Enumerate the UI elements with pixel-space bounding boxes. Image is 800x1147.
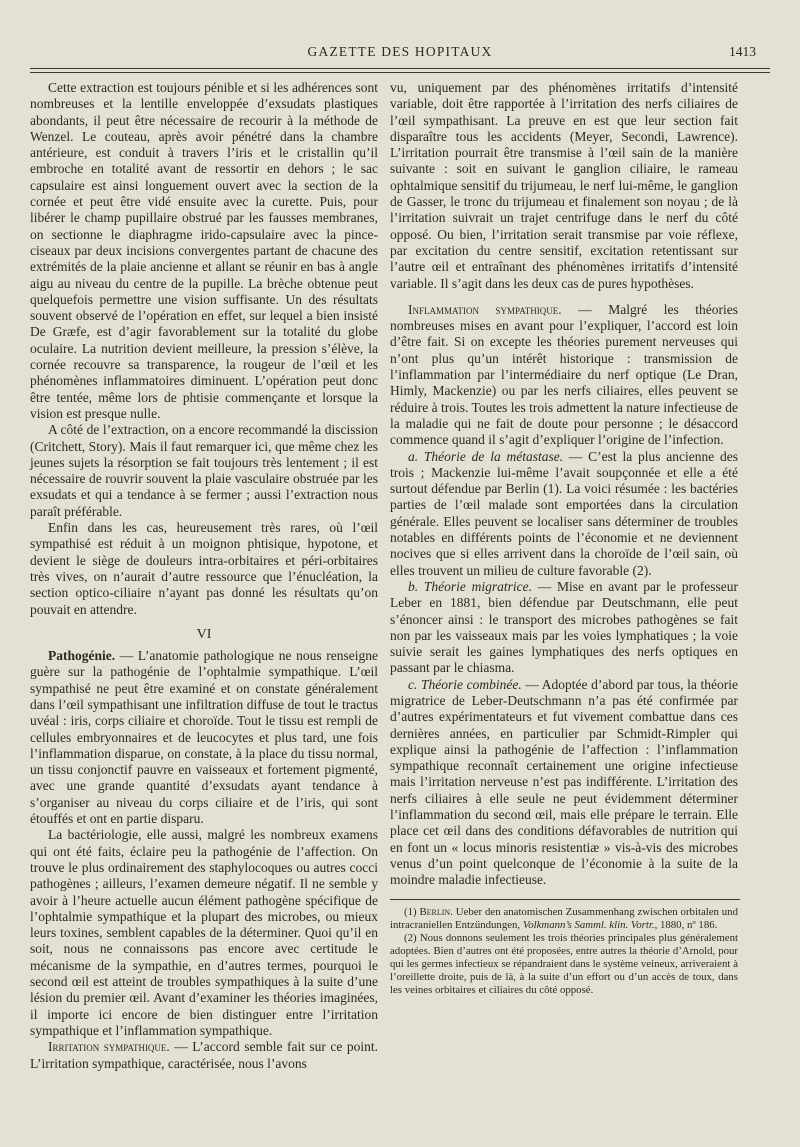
combinee-label: c. Théorie combinée.	[408, 676, 522, 692]
footnote-1	[390, 906, 738, 932]
paragraph-bacteriologie: La bactériologie, elle aussi, malgré les nombreux examens qui ont été faits, éclaire peu la pathogénie de l’affection. On trouve le plus ordinairement des staphylocoques ou autres cocci pathogènes ; ailleurs, l’examen demeure négatif. Il ne semble y avoir à l’heure actuelle aucun élément pathogène spécifique de l’ophtalmie sympathique et la plupart des microbes, ou mieux leurs toxines, semblent capables de la déterminer. Quoi qu’il en soit, nous ne connaissons pas encore avec certitude le mécanisme de la sympathie, en d’autres termes, pourquoi le second œil est atteint de troubles sympathiques à la suite d’une lésion du premier œil. Avant d’examiner les théories imaginées, il importe ici encore de bien distinguer entre l’irritation sympathique et l’inflammation sympathique.	[30, 827, 378, 1038]
paragraph-pathogenie	[30, 648, 378, 827]
header-rule-thin	[30, 72, 770, 73]
footnote-1-author: Berlin.	[419, 905, 453, 918]
metastase-text: — C’est la plus ancienne des trois ; Mackenzie lui-même l’avait soupçonnée et elle a été surtout défendue par Berlin (1). La voici résumée : les bactéries parties de l’œil malade sont emportées dans la circulation générale. Elles peuvent se localiser sans déterminer de troubles notables en différents points de l’économie et ne deviennent nocives que si elles arrivent dans la choroïde de l’œil sain, où elles trouvent un milieu de culture favorable (2).	[390, 448, 738, 578]
irritation-text: — L’accord semble fait sur ce point. L’irritation sympathique, caractérisée, nous l’avons	[30, 1039, 379, 1071]
paragraph-irritation	[30, 1039, 378, 1072]
migratrice-label: b. Théorie migratrice.	[408, 578, 533, 594]
journal-title: GAZETTE DES HOPITAUX	[307, 44, 493, 59]
left-column	[30, 80, 378, 1072]
pathogenie-text: — L’anatomie pathologique ne nous renseigne guère sur la pathogénie de l’ophtalmie sympathique. L’œil sympathisé ne peut être examiné et on constate généralement dans l’œil sympathisant une infiltration diffuse de tout le tractus uvéal : iris, corps ciliaire et choroïde. Tout le tissu est rempli de cellules embryonnaires et de leucocytes et plus tard, une fois l’inflammation disparue, on constate, à la place du tissu normal, un tissu conjonctif pauvre en vaisseaux et fortement pigmenté, avec une grande quantité d’exsudats ayant tendance à s’organiser au niveau du corps ciliaire et de l’iris, qui sont étouffés et ont en partie disparu.	[30, 648, 378, 827]
header-rule	[30, 68, 770, 69]
paragraph-enucleation: Enfin dans les cas, heureusement très rares, où l’œil sympathisé est réduit à un moignon phtisique, hypotone, et devient le siège de douleurs intra-orbitaires et péri-orbitaires très vives, on n’aurait d’autre ressource que l’énucléation, la section optico-ciliaire n’ayant pas donné les résultats qu’on pouvait en attendre.	[30, 520, 378, 617]
inflammation-text: — Malgré les théories nombreuses mises en avant pour l’expliquer, l’accord est loin d’être fait. Si on excepte les théories purement nerveuses qui n’ont plus qu’un intérêt historique : transmission de l’inflammation par l’intermédiaire du nerf optique (Le Dran, Himly, Mackenzie) ou par les nerfs ciliaires, elles peuvent se réduire à trois. Toutes les trois admettent la nature infectieuse de la maladie qui ne fait de doute pour personne ; le désaccord commence quand il s’agit d’expliquer l’origine de l’infection.	[390, 301, 738, 448]
paragraph-discission: A côté de l’extraction, on a encore recommandé la discission (Critchett, Story). Mais il faut remarquer ici, que même chez les jeunes sujets la résorption se fait toujours très lentement ; il est nécessaire de rouvrir souvent la plaie vasculaire obstruée par les exsudats et qui a tendance à se fermer ; aussi l’extraction nous paraît préférable.	[30, 422, 378, 519]
metastase-label: a. Théorie de la métastase.	[408, 448, 564, 464]
paragraph-combinee	[390, 677, 738, 889]
paragraph-continued: vu, uniquement par des phénomènes irritatifs d’intensité variable, doit être rapportée à l’irritation des nerfs ciliaires de l’œil sympathisant. La preuve en est que leur section fait disparaître tous les accidents (Meyer, Secondi, Lawrence). L’irritation pourrait être transmise à l’œil sain de la manière suivante : soit en suivant le ganglion ciliaire, le rameau ophtalmique sensitif du trijumeau, le nerf lui-même, le ganglion de Gasser, le tronc du trijumeau et finalement son noyau ; de là l’irritation suivrait un trajet centrifuge dans le nerf du côté opposé. Ou bien, l’irritation serait transmise par voie réflexe, par excitation du centre sensitif, excitation retentissant sur l’autre œil et entraînant des phénomènes irritatifs d’intensité variable. Il s’agit dans les deux cas de pures hypothèses.	[390, 80, 738, 291]
page-number: 1413	[729, 44, 756, 59]
right-column	[390, 80, 738, 997]
paragraph-migratrice	[390, 579, 738, 677]
paragraph-metastase	[390, 449, 738, 579]
footnote-1-source: Volkmann’s Samml. klin. Vortr.	[522, 918, 655, 931]
footnote-1-number: (1)	[404, 905, 420, 918]
pathogenie-heading: Pathogénie.	[48, 648, 116, 664]
running-header	[0, 44, 800, 64]
irritation-heading: Irritation sympathique.	[48, 1039, 170, 1055]
section-number: VI	[196, 626, 212, 642]
combinee-text: — Adoptée d’abord par tous, la théorie migratrice de Leber-Deutschmann n’a pas été confirmée par d’autres expérimentateurs et fut vivement combattue dans ces dernières années, en particulier par Schmidt-Rimpler qui explique ainsi la pathogénie de l’affection : l’inflammation sympathique reconnaît certainement une origine infectieuse mais l’irritation nerveuse n’est pas indifférente. L’irritation des nerfs ciliaires à elle seule ne peut évidemment déterminer l’inflammation du second œil, mais elle prépare le terrain. Elle place cet œil dans des conditions défavorables de nutrition qui en font un « locus minoris resistentiæ » vis-à-vis des microbes venus d’un point quelconque de l’économie à la suite de la moindre maladie infectieuse.	[390, 676, 738, 888]
footnote-1-end: , 1880, nº 186.	[654, 918, 718, 931]
paragraph-inflammation	[390, 302, 738, 449]
migratrice-text: — Mise en avant par le professeur Leber en 1881, bien défendue par Deutschmann, elle peut s’énoncer ainsi : le transport des microbes pathogènes se fait non par les vaisseaux mais par les voies lymphatiques ; la voie suivie serait les gaines lymphatiques des nerfs optiques en passant par le chiasma.	[390, 578, 738, 676]
inflammation-heading: Inflammation sympathique.	[408, 301, 562, 317]
footnote-2: (2) Nous donnons seulement les trois théories principales plus généralement adoptées. Bien d’autres ont été proposées, entre autres la théorie d’Arnold, pour qui les germes infectieux se répandraient dans le système veineux, arriveraient à l’oreillette droite, puis de là, à la suite d’un effort ou d’un accès de toux, dans les veines orbitaires et ciliaires du côté opposé.	[390, 931, 738, 996]
footnotes	[390, 906, 738, 997]
paragraph-extraction: Cette extraction est toujours pénible et si les adhérences sont nombreuses et la lentille enveloppée d’exsudats plastiques abondants, il peut être nécessaire de recourir à la méthode de Wenzel. Le couteau, après avoir pénétré dans la chambre antérieure, est conduit à travers l’iris et le cristallin qu’il embroche en totalité avant de ressortir en dehors ; le sac capsulaire est ainsi longuement ouvert avec la section de la cornée et peut être vidé ensuite avec la curette. Puis, pour libérer le champ pupillaire obstrué par les fausses membranes, on sectionne le diaphragme irido-capsulaire avec la pince-ciseaux par deux incisions convergentes partant de chacune des extrémités de la plaie ancienne et allant se réunir en bas à angle aigu au niveau du centre de la pupille. La brèche obtenue peut quelquefois permettre une vision suffisante. Un des résultats souvent observé de l’opération en effet, sur lequel a bien insisté De Græfe, est d’agir favorablement sur la totalité du globe oculaire. La nutrition devient meilleure, la pression s’élève, la cornée recouvre sa transparence, la rougeur de l’œil et les phénomènes inflammatoires diminuent. L’opération peut donc être tentée, même lors de phtisie commençante et lorsque la vision est presque nulle.	[30, 80, 378, 421]
footnote-rule	[390, 899, 740, 900]
footnote-1-text: Ueber den anatomischen Zusammenhang zwischen orbitalen und intracraniellen Entzündungen,	[390, 905, 738, 931]
